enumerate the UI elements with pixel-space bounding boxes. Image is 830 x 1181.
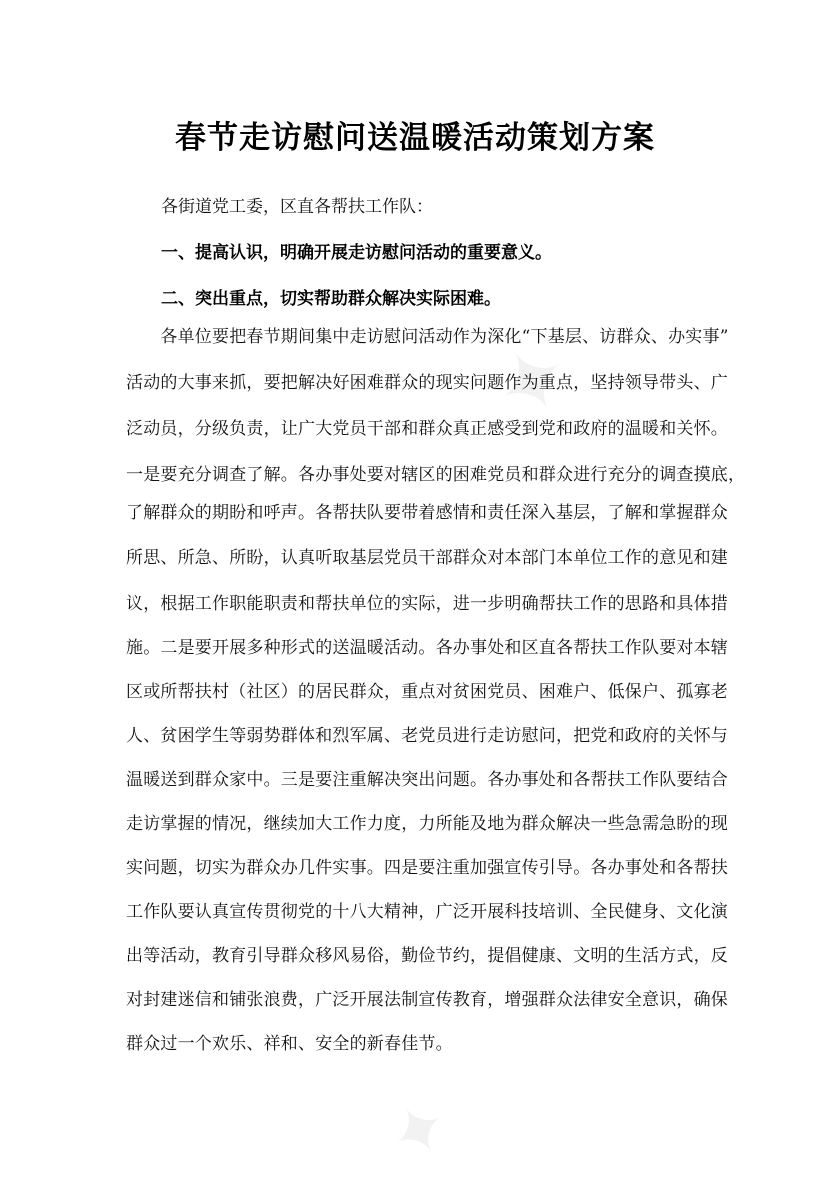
body-line: 群众过一个欢乐、祥和、安全的新春佳节。 [126, 1034, 453, 1054]
watermark-bottom: ✦ [373, 1080, 466, 1181]
body-line: 走访掌握的情况，继续加大工作力度，力所能及地为群众解决一些急需急盼的现 [126, 814, 728, 834]
salutation: 各街道党工委，区直各帮扶工作队： [161, 197, 433, 217]
body-line: 区或所帮扶村（社区）的居民群众，重点对贫困党员、困难户、低保户、孤寡老 [126, 682, 728, 702]
body-line: 所思、所急、所盼，认真听取基层党员干部群众对本部门本单位工作的意见和建 [126, 548, 728, 568]
body-line: 对封建迷信和铺张浪费，广泛开展法制宣传教育，增强群众法律安全意识，确保 [126, 990, 728, 1010]
body-line: 泛动员，分级负责，让广大党员干部和群众真正感受到党和政府的温暖和关怀。 [126, 419, 728, 439]
heading-2: 二、突出重点，切实帮助群众解决实际困难。 [161, 289, 501, 309]
body-line: 温暖送到群众家中。三是要注重解决突出问题。各办事处和各帮扶工作队要结合 [126, 770, 728, 790]
body-line: 活动的大事来抓，要把解决好困难群众的现实问题作为重点，坚持领导带头、广 [126, 373, 728, 393]
body-line: 了解群众的期盼和呼声。各帮扶队要带着感情和责任深入基层，了解和掌握群众 [126, 503, 728, 523]
body-line: 一是要充分调查了解。各办事处要对辖区的困难党员和群众进行充分的调查摸底， [126, 465, 746, 485]
body-line: 议，根据工作职能职责和帮扶单位的实际，进一步明确帮扶工作的思路和具体措 [126, 594, 728, 614]
body-line: 实问题，切实为群众办几件实事。四是要注重加强宣传引导。各办事处和各帮扶 [126, 858, 728, 878]
body-line: 人、贫困学生等弱势群体和烈军属、老党员进行走访慰问，把党和政府的关怀与 [126, 726, 728, 746]
body-line: 各单位要把春节期间集中走访慰问活动作为深化“下基层、访群众、办实事” [126, 327, 729, 347]
heading-1: 一、提高认识，明确开展走访慰问活动的重要意义。 [161, 243, 552, 263]
body-line: 工作队要认真宣传贯彻党的十八大精神，广泛开展科技培训、全民健身、文化演 [126, 902, 728, 922]
body-line: 出等活动，教育引导群众移风易俗，勤俭节约，提倡健康、文明的生活方式，反 [126, 946, 728, 966]
watermark: ✦ [473, 318, 592, 447]
body-line: 施。二是要开展多种形式的送温暖活动。各办事处和区直各帮扶工作队要对本辖 [126, 638, 728, 658]
document-title: 春节走访慰问送温暖活动策划方案 [175, 120, 655, 156]
